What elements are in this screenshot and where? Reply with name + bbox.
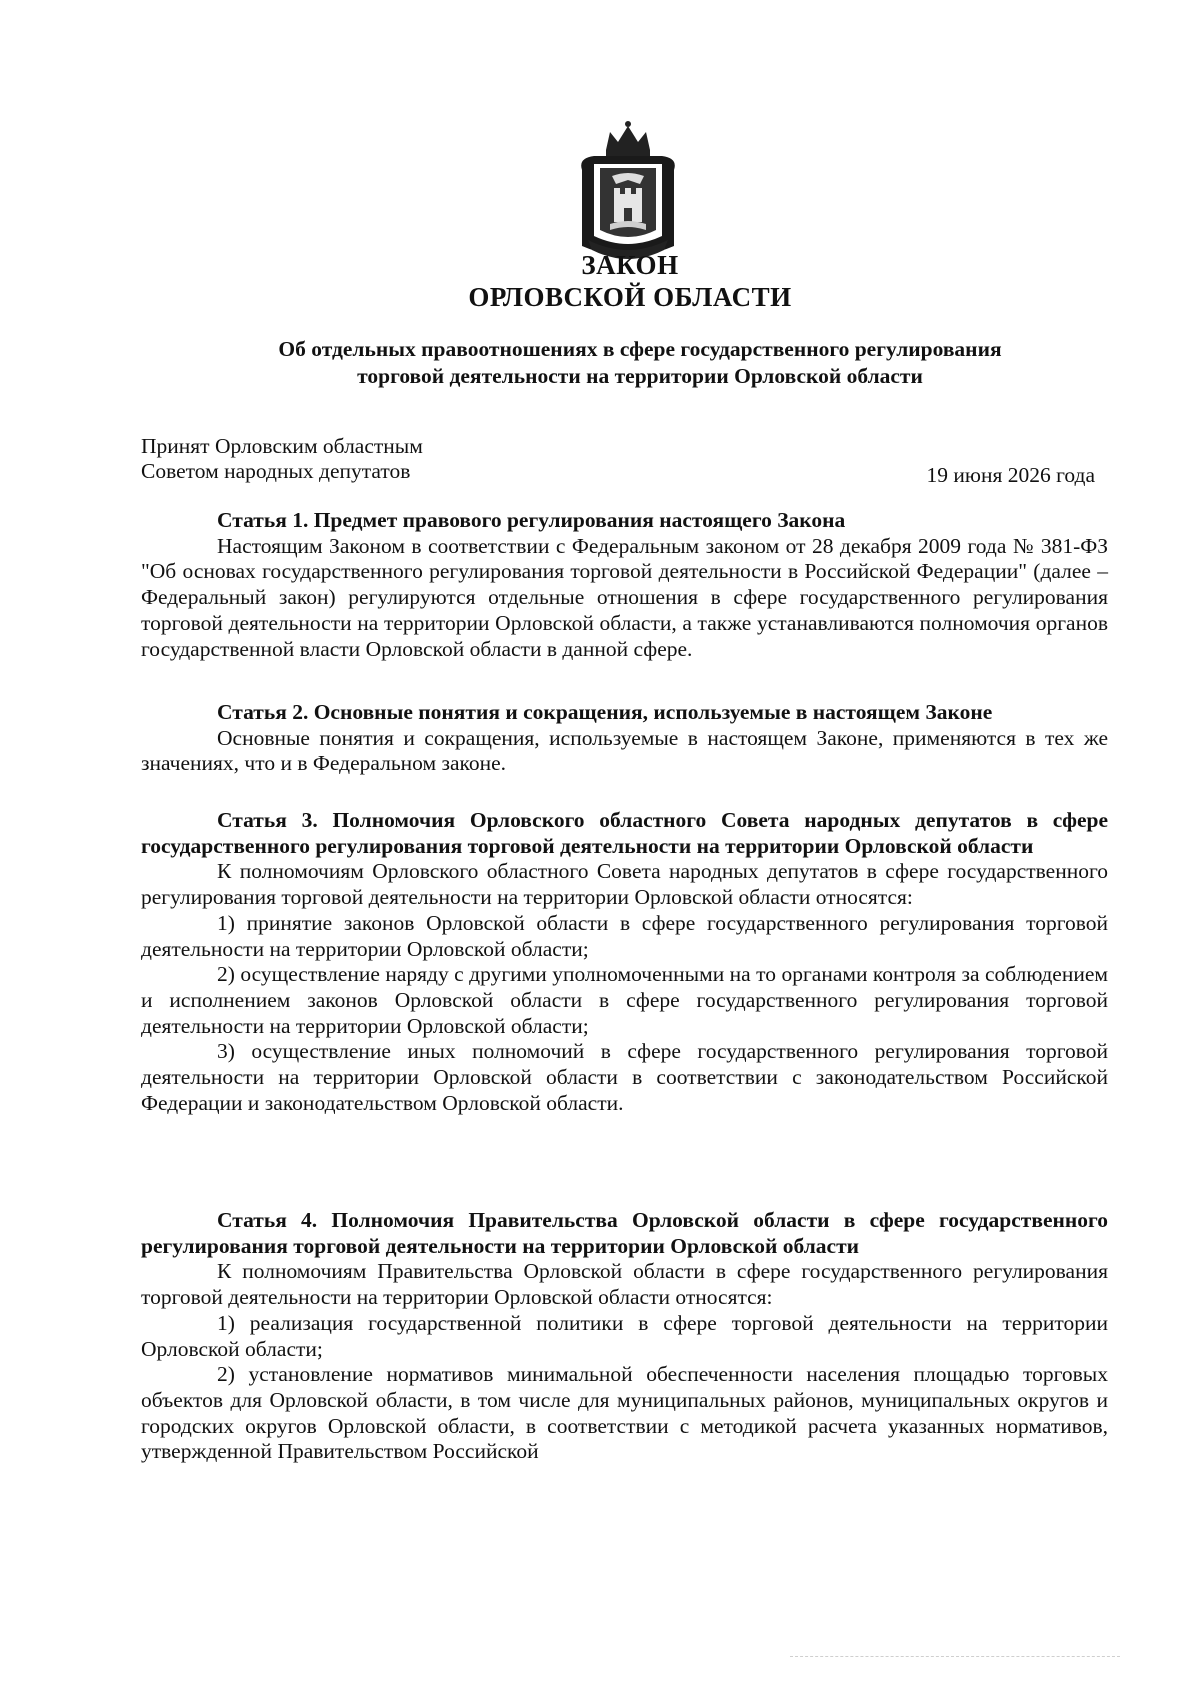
scan-artifact-line	[790, 1656, 1120, 1657]
article-paragraph: 1) реализация государственной политики в сфере торговой деятельности на территории Орловской области;	[141, 1310, 1108, 1361]
article-paragraph: К полномочиям Правительства Орловской области в сфере государственного регулирования торговой деятельности на территории Орловской области относятся:	[141, 1259, 1108, 1310]
article-paragraph: К полномочиям Орловского областного Совета народных депутатов в сфере государственного регулирования торговой деятельности на территории Орловской области относятся:	[141, 859, 1108, 910]
adoption-date: 19 июня 2026 года	[926, 463, 1095, 487]
article-paragraph: 2) осуществление наряду с другими уполномоченными на то органами контроля за соблюдением и исполнением законов Орловской области в сфере государственного регулирования торговой деятельности на территории Орловской области;	[141, 962, 1108, 1038]
coat-of-arms-icon	[568, 118, 688, 268]
article-1	[141, 508, 1108, 662]
article-heading: Статья 1. Предмет правового регулирования настоящего Закона	[217, 508, 846, 532]
document-subtitle-line2: торговой деятельности на территории Орловской области	[357, 364, 923, 388]
article-paragraph: 3) осуществление иных полномочий в сфере государственного регулирования торговой деятельности на территории Орловской области в соответствии с законодательством Российской Федерации и законодательством Орловской области.	[141, 1039, 1108, 1115]
article-heading: Статья 4. Полномочия Правительства Орловской области в сфере государственного регулирования торговой деятельности на территории Орловской области	[141, 1208, 1108, 1258]
article-paragraph: Основные понятия и сокращения, используемые в настоящем Законе, применяются в тех же значениях, что и в Федеральном законе.	[141, 725, 1108, 776]
article-heading: Статья 2. Основные понятия и сокращения, используемые в настоящем Законе	[217, 700, 993, 724]
document-subtitle-line1: Об отдельных правоотношениях в сфере государственного регулирования	[278, 337, 1002, 361]
article-paragraph: 2) установление нормативов минимальной обеспеченности населения площадью торговых объектов для Орловской области, в том числе для муниципальных районов, муниципальных округов и городских округов Орловской области, в соответствии с методикой расчета указанных нормативов, утвержденной Правительством Российской	[141, 1362, 1108, 1464]
article-4	[141, 1208, 1108, 1465]
adoption-line1: Принят Орловским областным	[141, 434, 423, 458]
article-paragraph: Настоящим Законом в соответствии с Федеральным законом от 28 декабря 2009 года № 381-ФЗ "Об основах государственного регулирования торговой деятельности в Российской Федерации" (далее – Федеральный закон) регулируются отдельные отношения в сфере государственного регулирования торговой деятельности на территории Орловской области, а также устанавливаются полномочия органов государственной власти Орловской области в данной сфере.	[141, 533, 1108, 661]
article-3	[141, 808, 1108, 1116]
article-heading: Статья 3. Полномочия Орловского областного Совета народных депутатов в сфере государственного регулирования торговой деятельности на территории Орловской области	[141, 808, 1108, 858]
document-title-region: ОРЛОВСКОЙ ОБЛАСТИ	[468, 282, 792, 312]
document-title: ЗАКОН	[581, 250, 679, 280]
adoption-block	[141, 434, 423, 484]
article-2	[141, 700, 1108, 777]
adoption-line2: Советом народных депутатов	[141, 459, 411, 483]
article-paragraph: 1) принятие законов Орловской области в сфере государственного регулирования торговой деятельности на территории Орловской области;	[141, 910, 1108, 961]
